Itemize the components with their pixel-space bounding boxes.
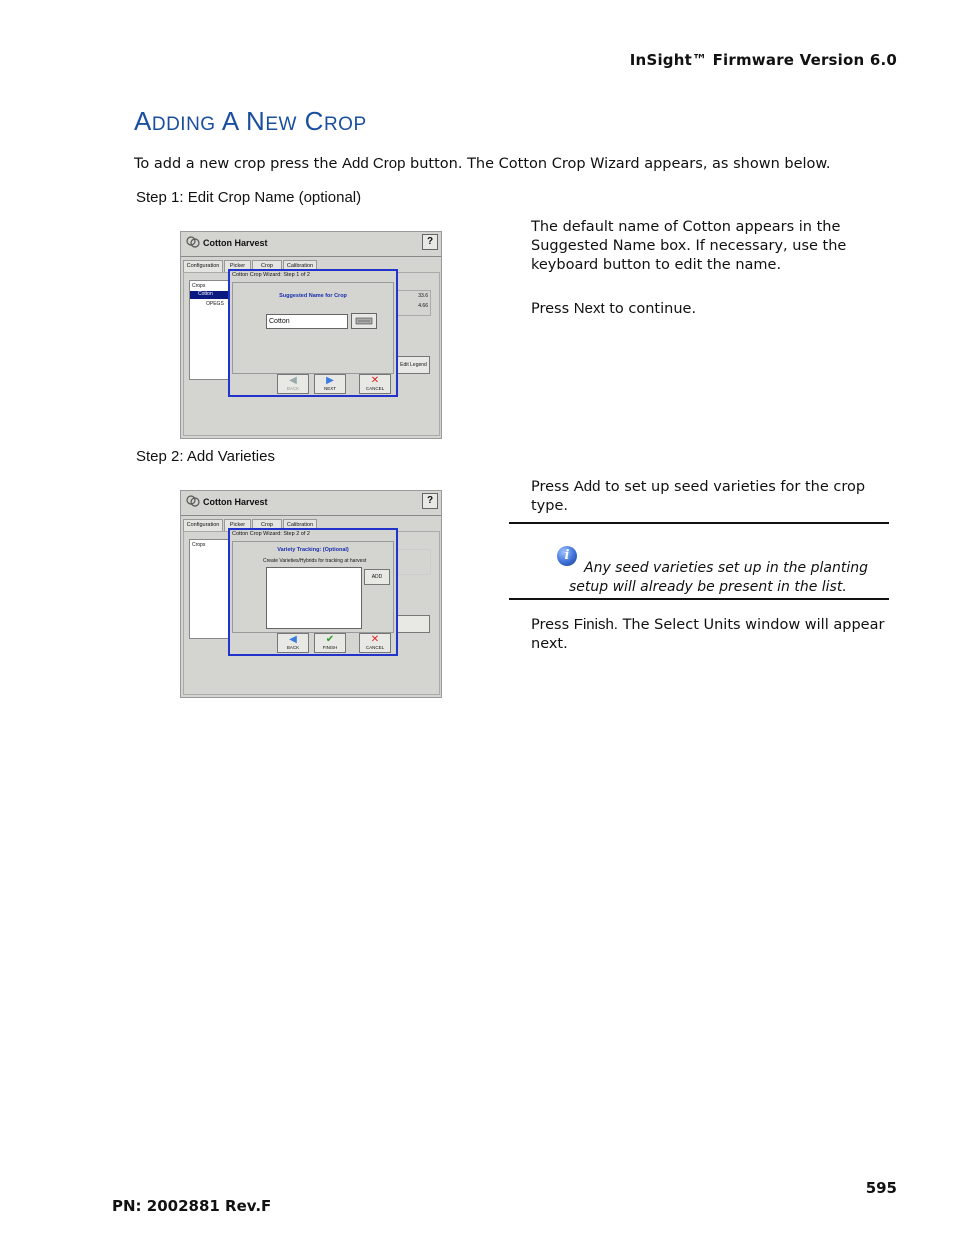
variety-instructions: Create Varieties/Hybrids for tracking at harvest (263, 558, 367, 564)
app-title: Cotton Harvest (203, 238, 268, 248)
step2-screenshot (180, 490, 442, 698)
finish-term: Finish. (573, 616, 618, 633)
divider (181, 515, 441, 516)
step1-next-paragraph (531, 299, 891, 319)
button-label: CANCEL (365, 386, 385, 391)
tab-crop[interactable]: Crop (252, 519, 282, 531)
edit-legend-button[interactable]: Edit Legend (397, 356, 430, 374)
step2-add-paragraph (531, 477, 891, 516)
back-arrow-icon: ◀ (289, 375, 297, 386)
wizard-title: Cotton Crop Wizard: Step 1 of 2 (232, 272, 310, 278)
list-header: Crops (192, 283, 206, 289)
cotton-logo-icon (185, 494, 201, 508)
page-number: 595 (865, 1179, 897, 1197)
part-number: PN: 2002881 Rev.F (112, 1197, 272, 1215)
title-letter: A (221, 106, 239, 136)
para-text: to continue. (604, 301, 697, 317)
list-item-opegs[interactable]: OPEGS (206, 301, 224, 307)
side-value-box (397, 549, 431, 575)
tab-configuration[interactable]: Configuration (183, 260, 223, 272)
info-icon: i (557, 546, 577, 566)
crop-list[interactable] (189, 539, 231, 639)
note-bottom-rule (509, 598, 889, 600)
cancel-button[interactable] (359, 374, 391, 394)
para-text: The Select Units window will appear next. (531, 617, 885, 652)
para-text: to set up seed varieties for the crop type. (531, 479, 866, 514)
crop-wizard-dialog (228, 269, 398, 397)
cancel-x-icon: ✕ (370, 634, 380, 645)
intro-paragraph (134, 155, 831, 172)
title-rest: ROP (323, 114, 367, 135)
crop-name-input[interactable]: Cotton (266, 314, 348, 329)
next-button[interactable] (314, 374, 346, 394)
help-button[interactable]: ? (422, 493, 438, 509)
add-variety-button[interactable]: ADD (364, 569, 390, 585)
button-label: CANCEL (365, 645, 385, 650)
note-text: Any seed varieties set up in the planting setup will already be present in the list. (569, 560, 868, 595)
title-rest: EW (265, 114, 297, 135)
list-item-cotton[interactable]: Cotton (190, 291, 230, 299)
button-label: FINISH (322, 645, 338, 650)
section-title (134, 106, 367, 137)
crop-wizard-dialog (228, 528, 398, 656)
wizard-title: Cotton Crop Wizard: Step 2 of 2 (232, 531, 310, 537)
side-button[interactable] (397, 615, 430, 633)
title-rest: DDING (151, 114, 216, 135)
title-letter: C (304, 106, 324, 136)
tab-picker[interactable]: Picker (224, 519, 251, 531)
tab-picker[interactable]: Picker (224, 260, 251, 272)
tab-configuration[interactable]: Configuration (183, 519, 223, 531)
wizard-body (232, 282, 394, 374)
para-text: Press (531, 301, 574, 317)
back-button[interactable] (277, 633, 309, 653)
side-value: 4.66 (418, 303, 428, 309)
back-arrow-icon: ◀ (289, 634, 297, 645)
crop-list[interactable] (189, 280, 231, 380)
cancel-button[interactable] (359, 633, 391, 653)
tab-calibration[interactable]: Calibration (283, 260, 317, 272)
tab-calibration[interactable]: Calibration (283, 519, 317, 531)
step2-heading: Step 2: Add Varieties (136, 448, 275, 465)
para-text: Press (531, 617, 574, 633)
next-arrow-icon: ▶ (326, 375, 334, 386)
list-header: Crops (192, 542, 206, 548)
add-term: Add (573, 478, 601, 495)
next-term: Next (573, 300, 605, 317)
suggested-name-label: Suggested Name for Crop (279, 293, 347, 299)
intro-text: To add a new crop press the (134, 156, 343, 172)
title-letter: A (134, 106, 152, 136)
finish-check-icon: ✔ (325, 634, 335, 645)
tab-crop[interactable]: Crop (252, 260, 282, 272)
intro-text: button. The Cotton Crop Wizard appears, as shown below. (405, 156, 831, 172)
button-label: BACK (286, 386, 300, 391)
step1-paragraph: The default name of Cotton appears in the Suggested Name box. If necessary, use the keyboard button to edit the name. (531, 219, 847, 273)
step2-finish-paragraph (531, 615, 891, 654)
cancel-x-icon: ✕ (370, 375, 380, 386)
para-text: Press (531, 479, 574, 495)
back-button[interactable] (277, 374, 309, 394)
variety-list[interactable] (266, 567, 362, 629)
document-header: InSight™ Firmware Version 6.0 (629, 51, 897, 69)
add-crop-term: Add Crop (342, 155, 406, 172)
cotton-logo-icon (185, 235, 201, 249)
wizard-body (232, 541, 394, 633)
help-button[interactable]: ? (422, 234, 438, 250)
app-title: Cotton Harvest (203, 497, 268, 507)
note-top-rule (509, 522, 889, 524)
button-label: BACK (286, 645, 300, 650)
step1-screenshot (180, 231, 442, 439)
divider (181, 256, 441, 257)
side-value-box (397, 290, 431, 316)
button-label: NEXT (323, 386, 336, 391)
keyboard-button[interactable] (351, 313, 377, 329)
step1-heading: Step 1: Edit Crop Name (optional) (136, 189, 362, 206)
title-letter: N (246, 106, 266, 136)
finish-button[interactable] (314, 633, 346, 653)
keyboard-icon (352, 314, 376, 328)
side-value: 33.6 (418, 293, 428, 299)
variety-tracking-label: Variety Tracking: (Optional) (277, 547, 349, 553)
